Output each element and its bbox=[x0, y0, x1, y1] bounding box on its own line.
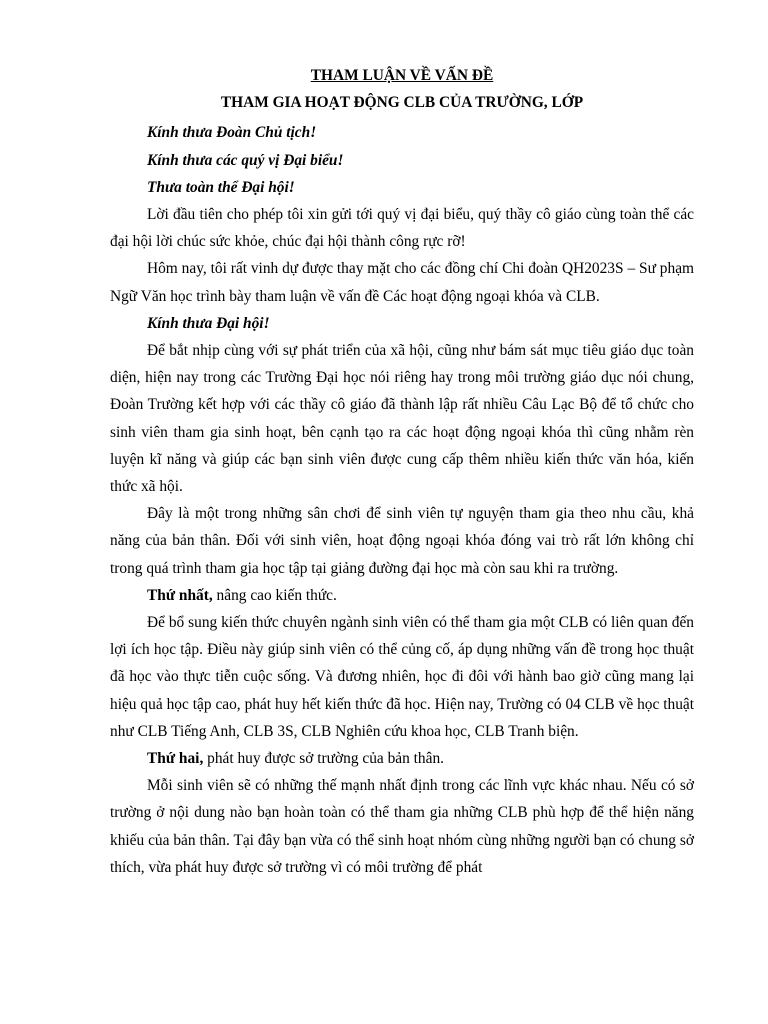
paragraph-strengths: Mỗi sinh viên sẽ có những thế mạnh nhất định trong các lĩnh vực khác nhau. Nếu có sở trường ở nội dung nào bạn hoàn toàn có thể tham gia những CLB phù hợp để thể hiện năng khiếu của bản thân. Tại đây bạn vừa có thể sinh hoạt nhóm cùng những người bạn có chung sở thích, vừa phát huy được sở trường vì có môi trường để phát bbox=[110, 777, 694, 876]
paragraph-knowledge: Để bổ sung kiến thức chuyên ngành sinh viên có thể tham gia một CLB có liên quan đến lợi ích học tập. Điều này giúp sinh viên có thể củng cố, áp dụng những vấn đề trong học thuật đã học vào thực tiễn cuộc sống. Và đương nhiên, học đi đôi với hành bao giờ cũng mang lại hiệu quả học tập cao, phát huy hết kiến thức đã học. Hiện nay, Trường có 04 CLB về học thuật như CLB Tiếng Anh, CLB 3S, CLB Nghiên cứu khoa học, CLB Tranh biện. bbox=[110, 614, 694, 740]
point-second-label: Thứ hai, bbox=[147, 750, 204, 768]
paragraph-background: Để bắt nhịp cùng với sự phát triển của xã hội, cũng như bám sát mục tiêu giáo dục toàn diện, hiện nay trong các Trường Đại học nói riêng hay trong môi trường giáo dục nói chung, Đoàn Trường kết hợp với các thầy cô giáo đã thành lập rất nhiều Câu Lạc Bộ để tổ chức cho sinh viên tham gia sinh hoạt, bên cạnh tạo ra các hoạt động ngoại khóa thì cũng nhằm rèn luyện kĩ năng và giúp các bạn sinh viên được cung cấp thêm nhiều kiến thức văn hóa, kiến thức xã hội. bbox=[110, 342, 694, 496]
point-first-label: Thứ nhất, bbox=[147, 586, 213, 604]
document-page bbox=[110, 62, 694, 881]
greeting-congress: Thưa toàn thể Đại hội! bbox=[147, 178, 295, 196]
paragraph-opening: Lời đầu tiên cho phép tôi xin gửi tới quý vị đại biểu, quý thầy cô giáo cùng toàn thể các đại hội lời chúc sức khỏe, chúc đại hội thành công rực rỡ! bbox=[110, 206, 694, 251]
greeting-congress-2: Kính thưa Đại hội! bbox=[147, 314, 270, 332]
title-block bbox=[110, 62, 694, 116]
document-title-line1: THAM LUẬN VỀ VẤN ĐỀ bbox=[310, 67, 494, 84]
point-first bbox=[110, 582, 694, 609]
point-second-text: phát huy được sở trường của bản thân. bbox=[203, 750, 444, 768]
paragraph-introduction: Hôm nay, tôi rất vinh dự được thay mặt cho các đồng chí Chi đoàn QH2023S – Sư phạm Ngữ Văn học trình bày tham luận về vấn đề Các hoạt động ngoại khóa và CLB. bbox=[110, 260, 694, 305]
greeting-delegates: Kính thưa các quý vị Đại biểu! bbox=[147, 151, 344, 169]
point-first-text: nâng cao kiến thức. bbox=[212, 586, 337, 604]
point-second bbox=[110, 745, 694, 772]
greeting-presidium: Kính thưa Đoàn Chủ tịch! bbox=[147, 124, 317, 142]
document-title-line2: THAM GIA HOẠT ĐỘNG CLB CỦA TRƯỜNG, LỚP bbox=[220, 94, 584, 112]
paragraph-role: Đây là một trong những sân chơi để sinh viên tự nguyện tham gia theo nhu cầu, khả năng của bản thân. Đối với sinh viên, hoạt động ngoại khóa đóng vai trò rất lớn không chỉ trong quá trình tham gia học tập tại giảng đường đại học mà còn sau khi ra trường. bbox=[110, 505, 694, 577]
